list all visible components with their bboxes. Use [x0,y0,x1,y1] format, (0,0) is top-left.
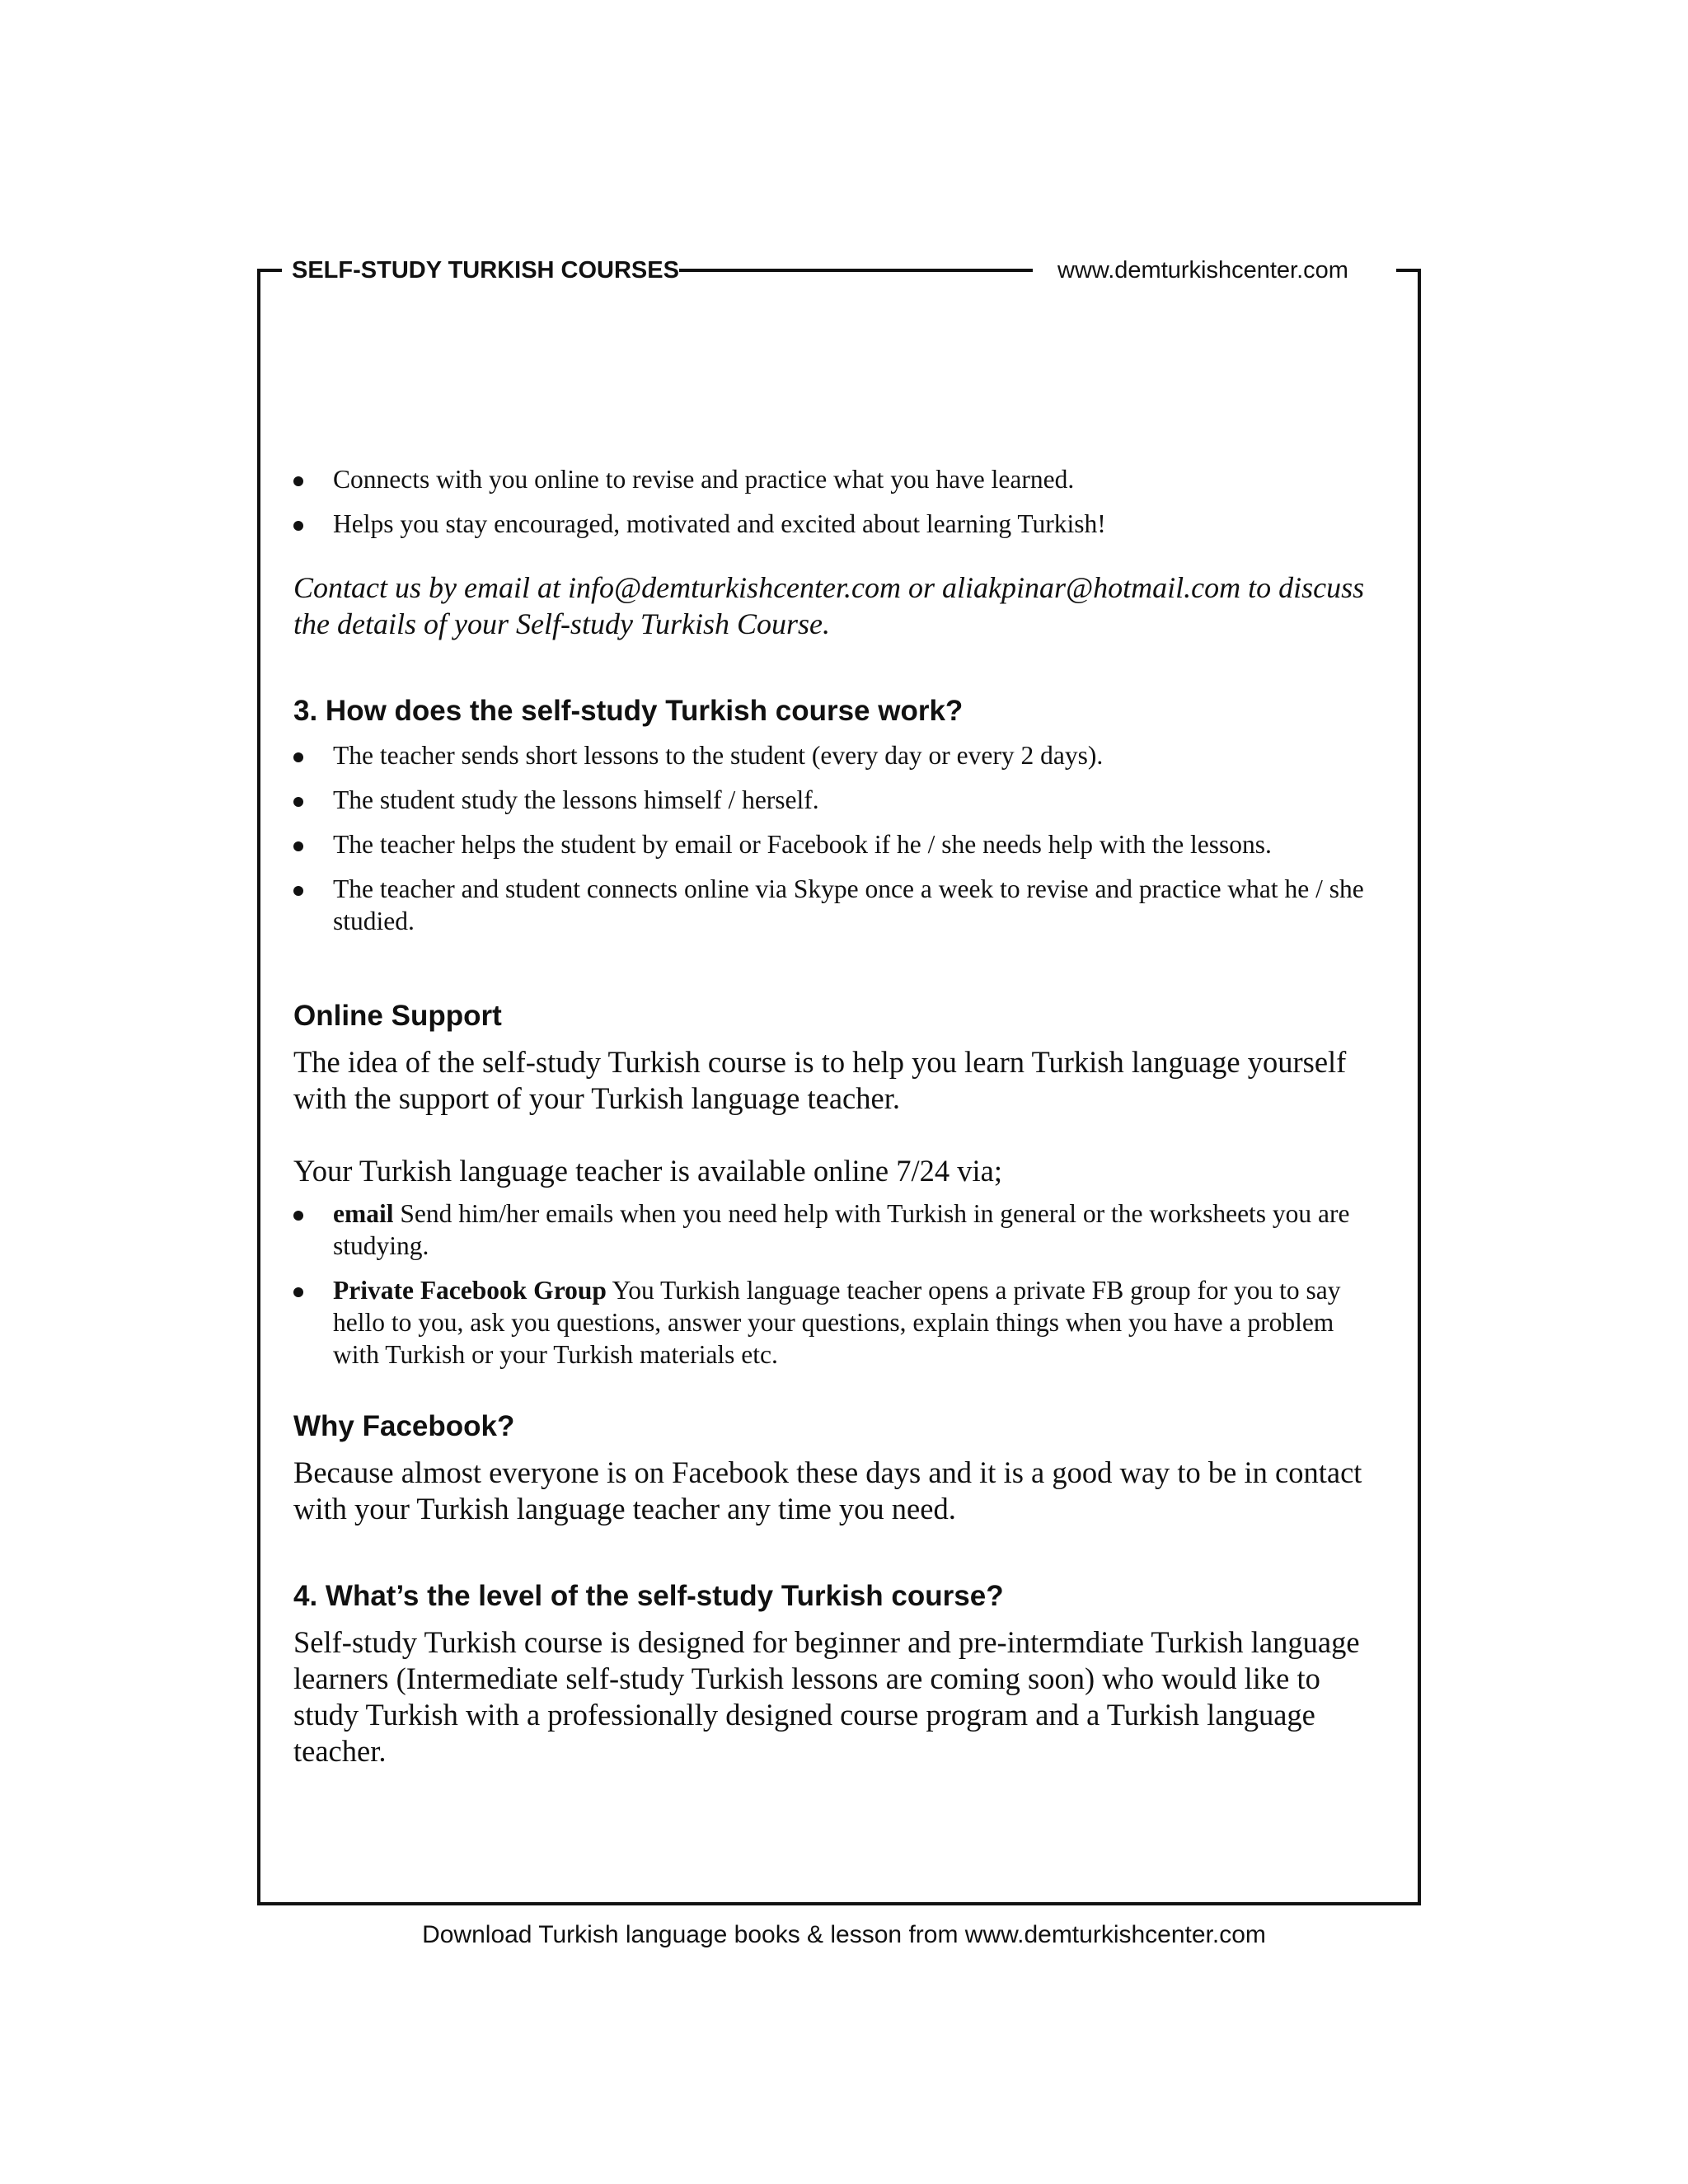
online-support-bullet-list [293,1197,1381,1371]
contact-paragraph: Contact us by email at info@demturkishcenter.com or aliakpinar@hotmail.com to discuss the details of your Self-study Turkish Course. [293,571,1365,640]
list-item [293,1274,1381,1371]
list-item: The teacher helps the student by email or Facebook if he / she needs help with the lessons. [293,828,1381,860]
list-item: Helps you stay encouraged, motivated and excited about learning Turkish! [293,508,1381,540]
why-facebook-paragraph: Because almost everyone is on Facebook these days and it is a good way to be in contact with your Turkish language teacher any time you need. [293,1455,1362,1526]
list-item: The teacher and student connects online via Skype once a week to revise and practice what he / she studied. [293,873,1381,937]
why-facebook-heading: Why Facebook? [293,1410,515,1442]
list-item: Connects with you online to revise and practice what you have learned. [293,463,1381,495]
bullet-bold-label: email [333,1199,394,1228]
bullet-bold-label: Private Facebook Group [333,1276,607,1305]
online-support-heading: Online Support [293,1000,502,1032]
header-rule-left [257,269,282,272]
section4-paragraph: Self-study Turkish course is designed for beginner and pre-intermdiate Turkish language learners (Intermediate self-study Turkish lessons are coming soon) who would like to study Turkish with a professionally designed course program and a Turkish language teacher. [293,1625,1360,1768]
header-url[interactable]: www.demturkishcenter.com [1057,254,1348,287]
page-content [293,445,1381,1769]
page-footer: Download Turkish language books & lesson from www.demturkishcenter.com [422,1921,1266,1948]
header-rule-middle [655,269,1033,272]
list-item: The teacher sends short lessons to the student (every day or every 2 days). [293,739,1381,771]
list-item: The student study the lessons himself / herself. [293,784,1381,816]
bullet-text: You Turkish language teacher opens a private FB group for you to say hello to you, ask you questions, answer your questions, explain things when you have a problem with Turkish or your Turkish materials etc. [333,1276,1341,1369]
online-support-paragraph-2: Your Turkish language teacher is available online 7/24 via; [293,1154,1002,1188]
list-item [293,1197,1381,1262]
section3-heading: 3. How does the self-study Turkish course work? [293,695,964,727]
online-support-paragraph-1: The idea of the self-study Turkish course is to help you learn Turkish language yourself with the support of your Turkish language teacher. [293,1045,1347,1115]
header-title: SELF-STUDY TURKISH COURSES [292,254,679,287]
section4-heading: 4. What’s the level of the self-study Turkish course? [293,1580,1004,1612]
section3-bullet-list [293,739,1381,937]
intro-bullet-list [293,463,1381,540]
header-rule-right [1396,269,1421,272]
bullet-text: Send him/her emails when you need help with Turkish in general or the worksheets you are studying. [333,1199,1350,1260]
